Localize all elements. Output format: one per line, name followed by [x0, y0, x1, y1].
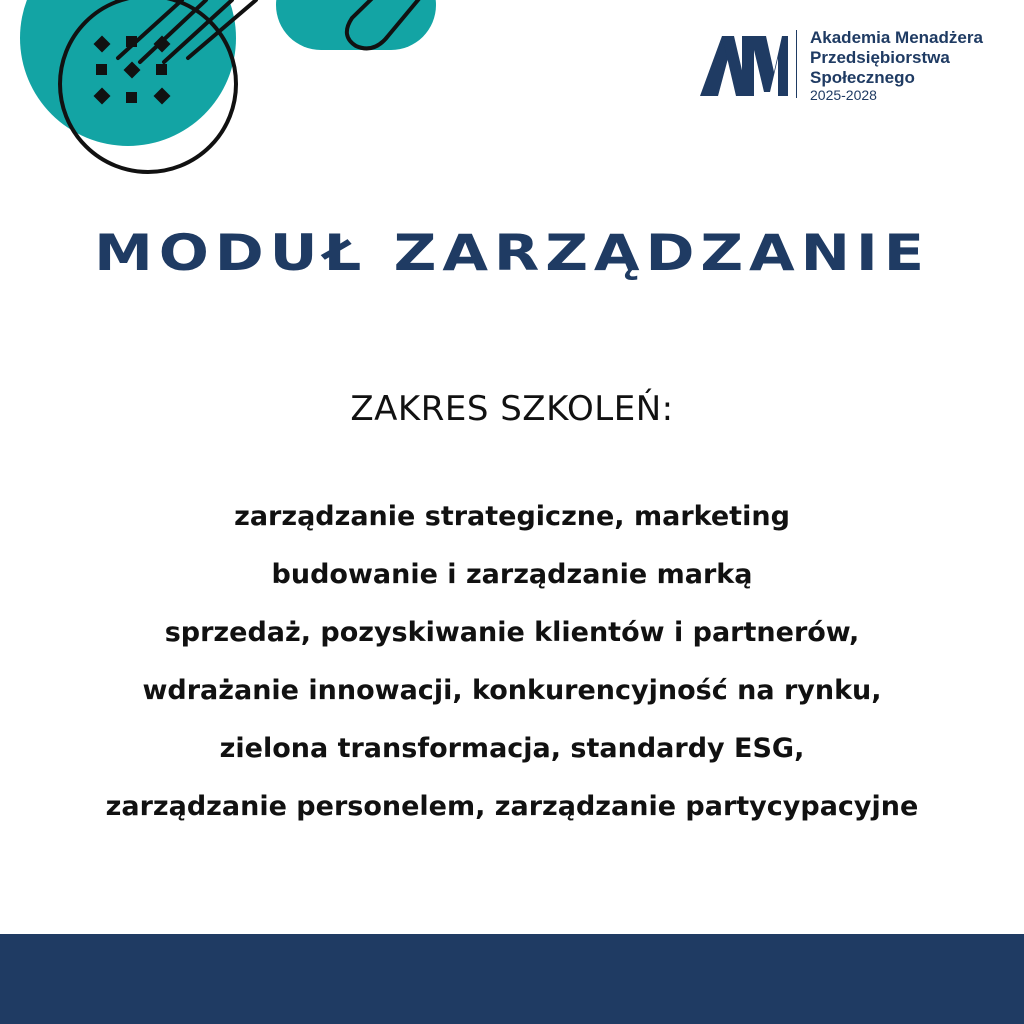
logo-line-2: Przedsiębiorstwa — [810, 48, 950, 67]
module-title: MODUŁ ZARZĄDZANIE — [94, 224, 930, 282]
academy-logo — [698, 28, 1018, 104]
topic-item: zielona transformacja, standardy ESG, — [219, 733, 805, 764]
topic-item: zarządzanie personelem, zarządzanie partycypacyjne — [105, 791, 919, 822]
topics-list — [0, 494, 1024, 842]
decorative-graphic — [0, 0, 460, 190]
topic-item: wdrażanie innowacji, konkurencyjność na rynku, — [142, 675, 882, 706]
topic-item: sprzedaż, pozyskiwanie klientów i partnerów, — [164, 617, 860, 648]
dot-grid-icon — [94, 36, 171, 105]
logo-text — [810, 28, 983, 103]
training-scope-heading: ZAKRES SZKOLEŃ: — [350, 389, 674, 429]
logo-line-3: Społecznego — [810, 68, 915, 87]
topic-item: zarządzanie strategiczne, marketing — [234, 501, 790, 532]
footer-bar — [0, 934, 1024, 1024]
topic-item: budowanie i zarządzanie marką — [271, 559, 753, 590]
logo-years: 2025-2028 — [810, 87, 877, 103]
logo-line-1: Akademia Menadżera — [810, 28, 983, 47]
logo-divider — [796, 30, 797, 98]
am-monogram-icon — [698, 32, 790, 98]
